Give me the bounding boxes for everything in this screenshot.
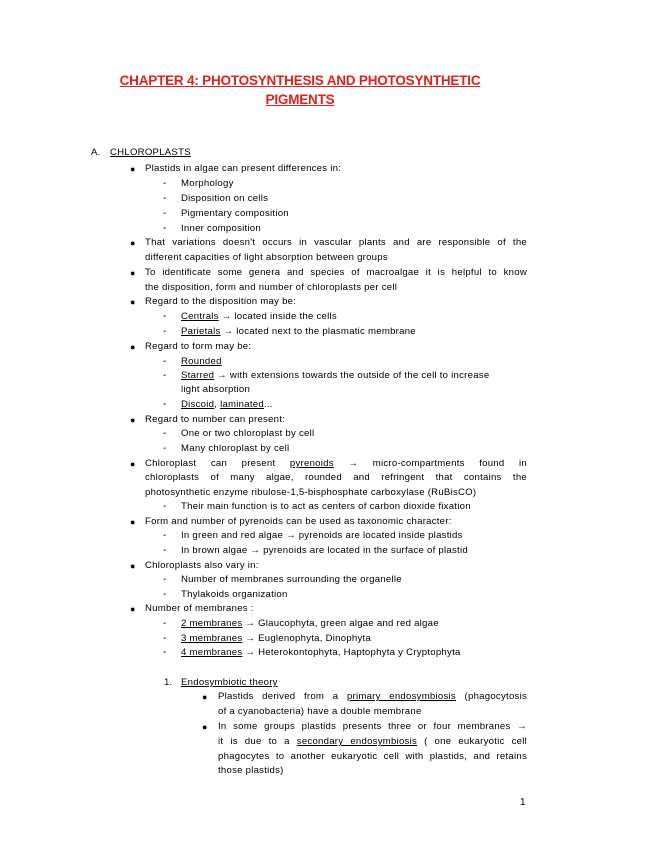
- bullet-text: [218, 691, 527, 703]
- bullet-icon: ●: [130, 164, 136, 174]
- bullet-icon: ●: [130, 297, 136, 307]
- list-item-continuation: light absorption: [181, 384, 251, 395]
- bullet-icon: ●: [202, 692, 208, 702]
- list-item: Number of membranes surrounding the organelle: [181, 574, 402, 585]
- term-description: → located next to the plasmatic membrane: [220, 326, 416, 337]
- term-description: → Euglenophyta, Dinophyta: [242, 633, 372, 644]
- bullet-text: of a cyanobacteria) have a double membrane: [218, 706, 422, 717]
- list-item: [181, 311, 337, 323]
- bullet-text: different capacities of light absorption between groups: [145, 252, 388, 263]
- bullet-text: Form and number of pyrenoids can be used as taxonomic character:: [145, 516, 452, 527]
- dash-icon: -: [163, 618, 167, 629]
- list-item: In green and red algae → pyrenoids are located inside plastids: [181, 530, 463, 541]
- list-item: [181, 633, 371, 645]
- list-item: Inner composition: [181, 223, 261, 234]
- subsection-heading: Endosymbiotic theory: [181, 677, 278, 688]
- text-segment: it is due to a: [218, 736, 297, 747]
- section-heading: CHLOROPLASTS: [110, 147, 191, 158]
- term-description: → Glaucophyta, green algae and red algae: [242, 618, 439, 629]
- dash-icon: -: [163, 223, 167, 234]
- text-segment: Plastids derived from a: [218, 691, 347, 702]
- separator: ,: [214, 399, 221, 410]
- term: pyrenoids: [289, 458, 334, 469]
- chapter-title-line1: CHAPTER 4: PHOTOSYNTHESIS AND PHOTOSYNTHETIC: [119, 73, 481, 88]
- bullet-icon: ●: [130, 342, 136, 352]
- bullet-icon: ●: [130, 268, 136, 278]
- dash-icon: -: [163, 589, 167, 600]
- text-segment: → micro-compartments found in: [333, 458, 527, 469]
- list-item: Morphology: [181, 178, 234, 189]
- dash-icon: -: [163, 428, 167, 439]
- bullet-icon: ●: [202, 722, 208, 732]
- page-number: 1: [520, 797, 526, 808]
- dash-icon: -: [163, 193, 167, 204]
- dash-icon: -: [163, 501, 167, 512]
- list-item: Many chloroplast by cell: [181, 443, 290, 454]
- dash-icon: -: [163, 178, 167, 189]
- bullet-icon: ●: [130, 561, 136, 571]
- list-item: Their main function is to act as centers of carbon dioxide fixation: [181, 501, 471, 512]
- bullet-text: To identificate some genera and species of macroalgae it is helpful to know: [145, 267, 527, 278]
- bullet-icon: ●: [130, 517, 136, 527]
- term: secondary endosymbiosis: [296, 736, 418, 747]
- bullet-text: Regard to form may be:: [145, 341, 252, 352]
- bullet-text: [218, 736, 527, 748]
- bullet-text: those plastids): [218, 765, 284, 776]
- list-item: Disposition on cells: [181, 193, 269, 204]
- bullet-text: Regard to the disposition may be:: [145, 296, 297, 307]
- text-segment: Chloroplast can present: [145, 458, 290, 469]
- ellipsis: ...: [263, 399, 273, 410]
- term-description: → located inside the cells: [218, 311, 337, 322]
- text-segment: ( one eukaryotic cell: [417, 736, 528, 747]
- dash-icon: -: [163, 443, 167, 454]
- bullet-text: That variations doesn't occurs in vascular plants and are responsible of the: [145, 237, 527, 248]
- bullet-icon: ●: [130, 415, 136, 425]
- bullet-text: photosynthetic enzyme ribulose-1,5-bisphosphate carboxylase (RuBisCO): [145, 487, 477, 498]
- term: Centrals: [181, 311, 219, 322]
- term: 3 membranes: [181, 633, 243, 644]
- list-item: [181, 647, 461, 659]
- section-marker: A.: [91, 147, 101, 158]
- bullet-text: chloroplasts of many algae, rounded and refringent that contains the: [145, 472, 527, 483]
- term: Starred: [181, 370, 215, 381]
- bullet-text: Chloroplasts also vary in:: [145, 560, 259, 571]
- bullet-text: Number of membranes :: [145, 603, 254, 614]
- dash-icon: -: [163, 633, 167, 644]
- dash-icon: -: [163, 370, 167, 381]
- bullet-text: Regard to number can present:: [145, 414, 286, 425]
- list-item: In brown algae → pyrenoids are located in the surface of plastid: [181, 545, 468, 556]
- chapter-title-line2: PIGMENTS: [265, 92, 335, 107]
- term: 4 membranes: [181, 647, 243, 658]
- list-item: [181, 618, 439, 630]
- term: primary endosymbiosis: [346, 691, 456, 702]
- list-item: One or two chloroplast by cell: [181, 428, 315, 439]
- dash-icon: -: [163, 311, 167, 322]
- term-description: → Heterokontophyta, Haptophyta y Cryptophyta: [242, 647, 461, 658]
- dash-icon: -: [163, 208, 167, 219]
- list-item: [181, 399, 273, 411]
- text-segment: (phagocytosis: [455, 691, 527, 702]
- bullet-text: phagocytes to another eukaryotic cell with plastids, and retains: [218, 751, 527, 762]
- dash-icon: -: [163, 356, 167, 367]
- bullet-icon: ●: [130, 604, 136, 614]
- dash-icon: -: [163, 574, 167, 585]
- list-item: [181, 370, 489, 382]
- dash-icon: -: [163, 399, 167, 410]
- term-description: → with extensions towards the outside of the cell to increase: [214, 370, 490, 381]
- dash-icon: -: [163, 647, 167, 658]
- bullet-text: the disposition, form and number of chloroplasts per cell: [145, 282, 398, 293]
- bullet-text: Plastids in algae can present differences in:: [145, 163, 342, 174]
- term: laminated: [220, 399, 264, 410]
- subsection-marker: 1.: [164, 677, 173, 688]
- term: Parietals: [181, 326, 221, 337]
- list-item: [181, 326, 416, 338]
- term: 2 membranes: [181, 618, 243, 629]
- bullet-text: [145, 458, 527, 470]
- dash-icon: -: [163, 545, 167, 556]
- dash-icon: -: [163, 326, 167, 337]
- list-item: Thylakoids organization: [181, 589, 288, 600]
- term: Discoid: [181, 399, 215, 410]
- bullet-icon: ●: [130, 238, 136, 248]
- dash-icon: -: [163, 530, 167, 541]
- list-item: Pigmentary composition: [181, 208, 289, 219]
- bullet-text: In some groups plastids presents three or four membranes →: [218, 721, 527, 732]
- bullet-icon: ●: [130, 459, 136, 469]
- term: Rounded: [181, 356, 222, 367]
